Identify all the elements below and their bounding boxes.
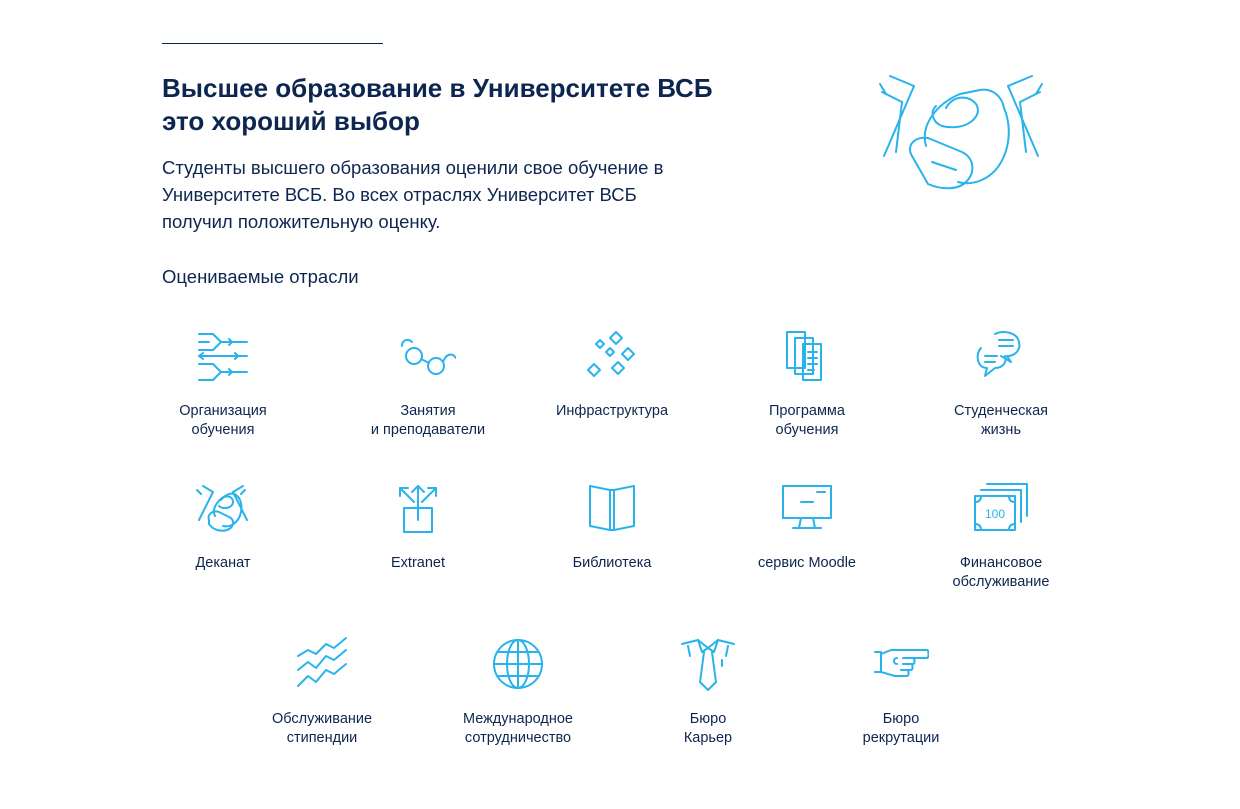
category-organization [143, 328, 303, 440]
box-arrows-icon [390, 480, 446, 536]
category-label: Программа обучения [769, 403, 845, 438]
category-label: Библиотека [572, 555, 652, 571]
handshake-icon [876, 66, 1046, 200]
category-label: Бюро рекрутации [862, 711, 940, 746]
banknote-text: 100 [984, 507, 1006, 521]
section-label: Оцениваемые отрасли [162, 266, 359, 287]
category-label: Инфраструктура [555, 403, 669, 419]
category-label: Деканат [195, 555, 251, 571]
category-student-life [921, 328, 1081, 440]
category-infrastructure [532, 328, 692, 421]
category-international [438, 636, 598, 748]
category-label: Extranet [391, 555, 445, 571]
trend-icon [294, 636, 350, 692]
category-label: сервис Moodle [757, 555, 857, 571]
documents-icon [779, 328, 835, 384]
category-program [727, 328, 887, 440]
category-extranet [338, 480, 498, 573]
infrastructure-icon [584, 328, 640, 384]
organization-icon [195, 328, 251, 384]
category-label: Обслуживание стипендии [271, 711, 373, 746]
category-label: Организация обучения [179, 403, 267, 438]
category-scholarship [242, 636, 402, 748]
category-moodle [727, 480, 887, 573]
monitor-icon [779, 480, 835, 536]
book-icon [584, 480, 640, 536]
handshake-icon [195, 480, 251, 536]
top-divider [162, 43, 383, 44]
category-career [628, 636, 788, 748]
glasses-icon [400, 328, 456, 384]
category-recruitment [821, 636, 981, 748]
category-label: Финансовое обслуживание [952, 555, 1050, 590]
category-label: Занятия и преподаватели [370, 403, 486, 438]
tie-icon [680, 636, 736, 692]
banknotes-icon [973, 480, 1029, 536]
category-label: Бюро Карьер [683, 711, 733, 746]
category-finance [921, 480, 1081, 592]
page-title: Высшее образование в Университете ВСБ это хороший выбор [162, 73, 713, 136]
category-classes [348, 328, 508, 440]
category-label: Международное сотрудничество [462, 711, 574, 746]
chat-icon [973, 328, 1029, 384]
category-label: Студенческая жизнь [953, 403, 1049, 438]
category-deanery [143, 480, 303, 573]
pointing-hand-icon [873, 636, 929, 692]
globe-icon [490, 636, 546, 692]
category-library [532, 480, 692, 573]
page-description: Студенты высшего образования оценили свое обучение в Университете ВСБ. Во всех отраслях Университет ВСБ получил положительную оценку. [162, 157, 664, 232]
